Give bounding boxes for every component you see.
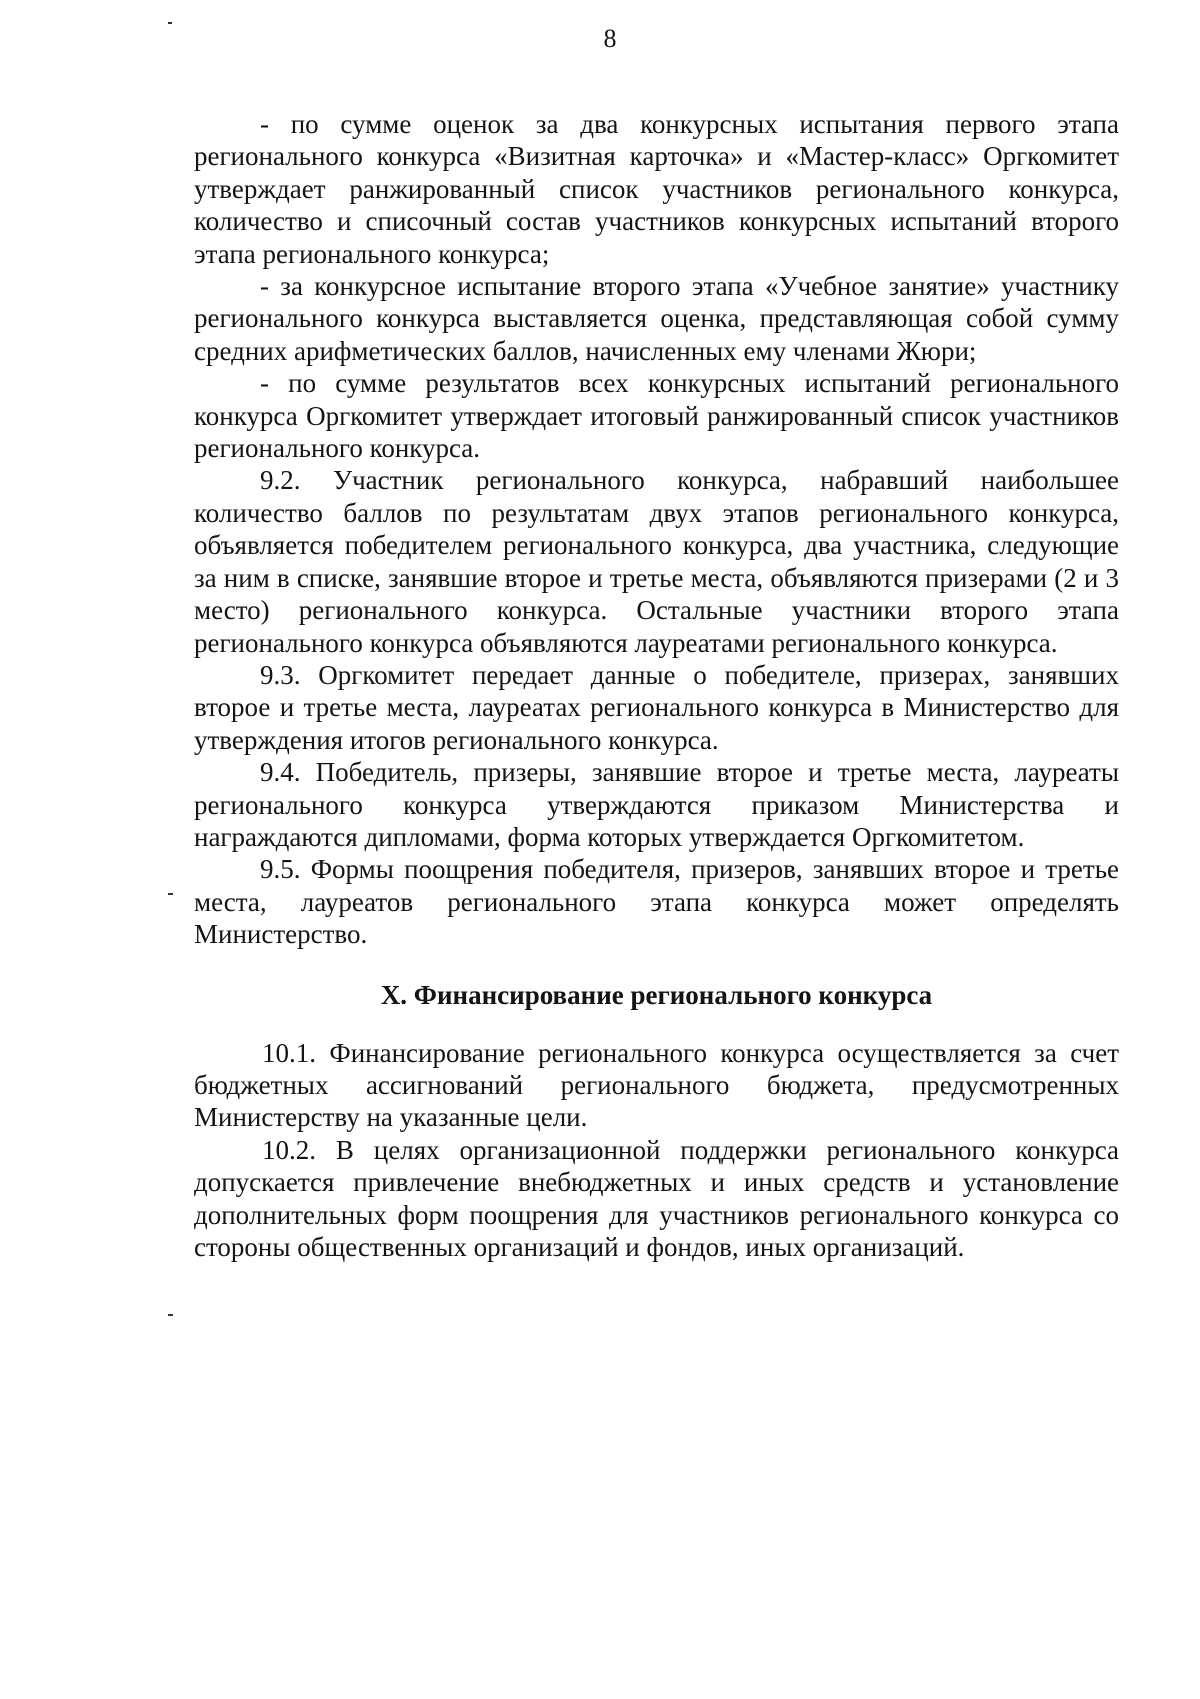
scan-mark-top [168, 22, 172, 24]
paragraph-9-1-b: - за конкурсное испытание второго этапа «Учебное занятие» участнику регионального конкурса выставляется оценка, представляющая собой сумму средних арифметических баллов, начисленных ему членами Жюри; [194, 271, 1119, 366]
paragraph-10-2: 10.2. В целях организационной поддержки регионального конкурса допускается привлечение внебюджетных и иных средств и установление дополнительных форм поощрения для участников регионального конкурса со стороны общественных организаций и фондов, иных организаций. [194, 1134, 1119, 1262]
document-body [194, 108, 1119, 1263]
paragraph-10-1: 10.1. Финансирование регионального конкурса осуществляется за счет бюджетных ассигнований регионального бюджета, предусмотренных Министерству на указанные цели. [194, 1037, 1119, 1133]
page-number: 8 [603, 24, 617, 53]
paragraph-9-3: 9.3. Оргкомитет передает данные о победителе, призерах, занявших второе и третье места, лауреатах регионального конкурса в Министерство для утверждения итогов регионального конкурса. [194, 659, 1119, 755]
paragraph-9-1-c: - по сумме результатов всех конкурсных испытаний регионального конкурса Оргкомитет утверждает итоговый ранжированный список участников регионального конкурса. [194, 368, 1119, 464]
paragraph-9-4: 9.4. Победитель, призеры, занявшие второе и третье места, лауреаты регионального конкурса утверждаются приказом Министерства и награждаются дипломами, форма которых утверждается Оргкомитетом. [194, 757, 1119, 852]
paragraph-9-1-a: - по сумме оценок за два конкурсных испытания первого этапа регионального конкурса «Визитная карточка» и «Мастер-класс» Оргкомитет утверждает ранжированный список участников регионального конкурса, количество и списочный состав участников конкурсных испытаний второго этапа регионального конкурса; [194, 109, 1119, 269]
paragraph-9-5: 9.5. Формы поощрения победителя, призеров, занявших второе и третье места, лауреатов регионального этапа конкурса может определять Министерство. [194, 854, 1119, 950]
section-heading-financing: X. Финансирование регионального конкурса [380, 979, 933, 1010]
paragraph-9-2: 9.2. Участник регионального конкурса, набравший наибольшее количество баллов по результатам двух этапов регионального конкурса, объявляется победителем регионального конкурса, два участника, следующие за ним в списке, занявшие второе и третье места, объявляются призерами (2 и 3 место) регионального конкурса. Остальные участники второго этапа регионального конкурса объявляются лауреатами регионального конкурса. [194, 465, 1119, 658]
scan-mark-middle [168, 893, 173, 895]
scan-mark-bottom [168, 1314, 173, 1316]
